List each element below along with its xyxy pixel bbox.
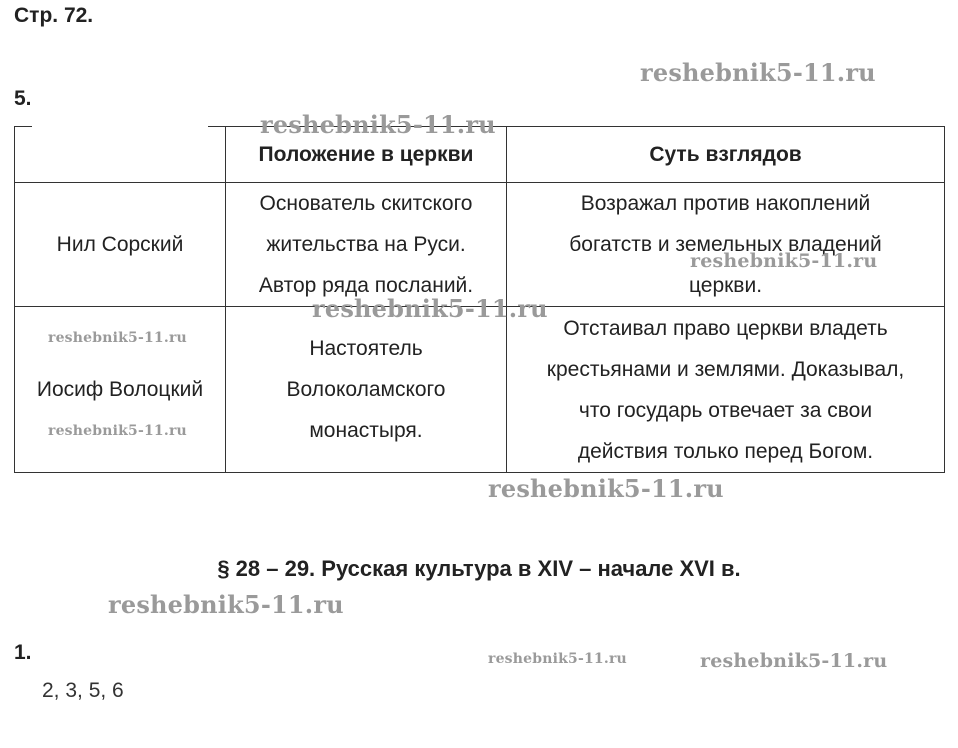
watermark: reshebnik5-11.ru <box>48 330 187 346</box>
views-cell <box>507 307 945 473</box>
header-cell-position: Положение в церкви <box>226 127 507 183</box>
text-line: монастыря. <box>309 419 423 442</box>
task-1-number: 1. <box>14 641 32 664</box>
watermark: reshebnik5-11.ru <box>488 474 724 503</box>
table-row <box>15 183 945 307</box>
task-5-number: 5. <box>14 87 32 110</box>
text-line: что государь отвечает за свои <box>578 398 873 422</box>
header-cell-views: Суть взглядов <box>507 127 945 183</box>
section-title: § 28 – 29. Русская культура в XIV – начале XVI в. <box>217 556 741 581</box>
person-name-cell: Нил Сорский <box>15 183 226 307</box>
watermark: reshebnik5-11.ru <box>260 110 496 139</box>
text-line: Возражал против накоплений <box>580 192 871 215</box>
header-cell-empty <box>15 127 226 183</box>
table-border-gap <box>32 120 208 132</box>
watermark: reshebnik5-11.ru <box>690 250 878 272</box>
text-line: крестьянами и землями. Доказывал, <box>546 357 905 381</box>
watermark: reshebnik5-11.ru <box>48 423 187 439</box>
text-line: Отстаивал право церкви владеть <box>563 316 888 340</box>
watermark: reshebnik5-11.ru <box>488 651 627 667</box>
position-cell <box>226 307 507 473</box>
watermark: reshebnik5-11.ru <box>108 590 344 619</box>
page-reference: Стр. 72. <box>14 4 94 27</box>
watermark: reshebnik5-11.ru <box>640 58 876 87</box>
task-1-answer: 2, 3, 5, 6 <box>42 679 124 702</box>
text-line: церкви. <box>688 274 763 297</box>
watermark: reshebnik5-11.ru <box>700 650 888 672</box>
text-line: жительства на Руси. <box>266 233 466 256</box>
watermark: reshebnik5-11.ru <box>312 294 548 323</box>
text-line: Основатель скитского <box>259 192 473 215</box>
person-name-cell: Иосиф Волоцкий <box>15 307 226 473</box>
text-line: Автор ряда посланий. <box>258 274 474 297</box>
text-line: действия только перед Богом. <box>577 439 874 463</box>
text-line: Волоколамского <box>286 378 446 401</box>
text-line: богатств и земельных владений <box>569 233 882 256</box>
views-cell <box>507 183 945 307</box>
text-line: Настоятель <box>309 337 423 360</box>
position-cell <box>226 183 507 307</box>
